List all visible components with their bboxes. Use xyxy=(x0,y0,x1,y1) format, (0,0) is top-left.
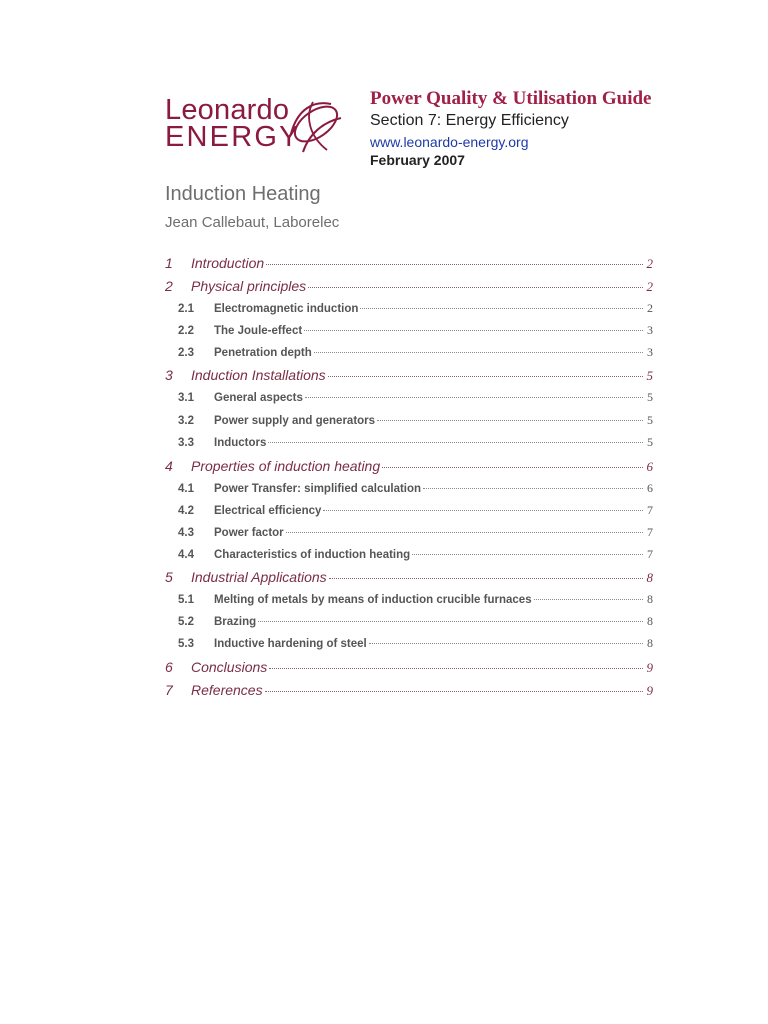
toc-dot-leader xyxy=(304,330,643,331)
toc-entry-page: 6 xyxy=(647,481,653,495)
toc-entry-label[interactable]: Inductors xyxy=(214,437,267,449)
toc-entry[interactable] xyxy=(165,481,653,496)
toc-entry-page: 5 xyxy=(647,435,653,449)
logo-text-leonardo: Leonardo xyxy=(165,94,290,126)
toc-dot-leader xyxy=(534,599,643,600)
toc-entry[interactable] xyxy=(165,547,653,562)
toc-entry-label[interactable]: Conclusions xyxy=(191,659,268,675)
toc-entry[interactable] xyxy=(165,345,653,360)
toc-entry-number: 2.2 xyxy=(178,325,194,337)
toc-dot-leader xyxy=(377,420,643,421)
toc-entry-number: 3.3 xyxy=(178,437,194,449)
toc-entry[interactable] xyxy=(165,301,653,316)
toc-entry-number: 2.3 xyxy=(178,347,194,359)
toc-entry-label[interactable]: Characteristics of induction heating xyxy=(214,549,411,561)
toc-entry-label[interactable]: References xyxy=(191,682,263,698)
toc-entry-page: 8 xyxy=(647,592,653,606)
toc-dot-leader xyxy=(328,376,643,377)
toc-entry[interactable] xyxy=(165,367,653,384)
toc-entry-page: 6 xyxy=(646,459,653,474)
toc-dot-leader xyxy=(360,308,643,309)
toc-dot-leader xyxy=(265,691,643,692)
toc-entry-number: 3.1 xyxy=(178,392,194,404)
toc-entry[interactable] xyxy=(165,435,653,450)
toc-dot-leader xyxy=(382,467,643,468)
toc-dot-leader xyxy=(308,287,643,288)
toc-dot-leader xyxy=(323,510,643,511)
swirl-logo-icon xyxy=(283,94,349,158)
guide-title: Power Quality & Utilisation Guide xyxy=(370,88,652,109)
toc-entry-label[interactable]: Melting of metals by means of induction crucible furnaces xyxy=(214,594,532,606)
toc-entry-page: 2 xyxy=(646,256,653,271)
toc-entry-page: 2 xyxy=(647,301,653,315)
toc-entry[interactable] xyxy=(165,569,653,586)
toc-entry-number: 5.2 xyxy=(178,616,194,628)
toc-entry-page: 7 xyxy=(647,547,653,561)
toc-entry-label[interactable]: The Joule-effect xyxy=(214,325,303,337)
publication-date: February 2007 xyxy=(370,152,465,168)
toc-entry-number: 4.4 xyxy=(178,549,194,561)
toc-entry-label[interactable]: Inductive hardening of steel xyxy=(214,638,367,650)
toc-dot-leader xyxy=(305,397,643,398)
toc-entry-label[interactable]: Electromagnetic induction xyxy=(214,303,359,315)
toc-entry-number: 2 xyxy=(165,278,173,294)
toc-entry-page: 3 xyxy=(647,345,653,359)
toc-entry-label[interactable]: Introduction xyxy=(191,255,265,271)
toc-entry-label[interactable]: Properties of induction heating xyxy=(191,458,381,474)
toc-entry-page: 5 xyxy=(647,413,653,427)
toc-entry-number: 4.1 xyxy=(178,483,194,495)
leonardo-energy-logo xyxy=(165,92,355,158)
toc-entry[interactable] xyxy=(165,278,653,295)
toc-entry-number: 6 xyxy=(165,659,173,675)
toc-entry-number: 5.3 xyxy=(178,638,194,650)
toc-entry[interactable] xyxy=(165,390,653,405)
document-author: Jean Callebaut, Laborelec xyxy=(165,214,340,231)
toc-entry[interactable] xyxy=(165,592,653,607)
toc-entry-number: 4.2 xyxy=(178,505,194,517)
toc-entry-number: 1 xyxy=(165,255,173,271)
toc-dot-leader xyxy=(286,532,643,533)
toc-entry-label[interactable]: Power supply and generators xyxy=(214,415,376,427)
toc-dot-leader xyxy=(423,488,643,489)
toc-dot-leader xyxy=(412,554,643,555)
toc-entry-page: 8 xyxy=(646,570,653,585)
toc-entry[interactable] xyxy=(165,682,653,699)
toc-entry-page: 9 xyxy=(646,683,653,698)
toc-entry-label[interactable]: Induction Installations xyxy=(191,367,326,383)
toc-entry-page: 8 xyxy=(647,636,653,650)
document-title: Induction Heating xyxy=(165,183,321,205)
toc-entry[interactable] xyxy=(165,525,653,540)
toc-entry-number: 3 xyxy=(165,367,173,383)
website-link[interactable]: www.leonardo-energy.org xyxy=(370,134,529,150)
toc-dot-leader xyxy=(268,442,643,443)
toc-entry-label[interactable]: Penetration depth xyxy=(214,347,312,359)
toc-entry[interactable] xyxy=(165,255,653,272)
toc-entry-page: 7 xyxy=(647,503,653,517)
toc-entry-page: 9 xyxy=(646,660,653,675)
toc-entry-number: 5 xyxy=(165,569,173,585)
toc-dot-leader xyxy=(258,621,643,622)
toc-entry-number: 4.3 xyxy=(178,527,194,539)
toc-entry-label[interactable]: Physical principles xyxy=(191,278,307,294)
toc-dot-leader xyxy=(329,578,643,579)
toc-entry-label[interactable]: Industrial Applications xyxy=(191,569,327,585)
toc-entry-page: 7 xyxy=(647,525,653,539)
toc-entry-label[interactable]: General aspects xyxy=(214,392,303,404)
section-title: Section 7: Energy Efficiency xyxy=(370,112,569,129)
toc-entry-page: 2 xyxy=(646,279,653,294)
toc-entry-page: 3 xyxy=(647,323,653,337)
toc-entry-page: 5 xyxy=(646,368,653,383)
toc-entry[interactable] xyxy=(165,413,653,428)
toc-entry[interactable] xyxy=(165,503,653,518)
toc-entry[interactable] xyxy=(165,323,653,338)
toc-entry-label[interactable]: Power Transfer: simplified calculation xyxy=(214,483,422,495)
toc-entry-number: 7 xyxy=(165,682,173,698)
logo-text-energy: ENERGY xyxy=(165,121,301,153)
toc-entry-page: 8 xyxy=(647,614,653,628)
toc-entry[interactable] xyxy=(165,458,653,475)
toc-entry[interactable] xyxy=(165,614,653,629)
toc-entry-label[interactable]: Electrical efficiency xyxy=(214,505,322,517)
toc-entry[interactable] xyxy=(165,636,653,651)
toc-dot-leader xyxy=(269,668,643,669)
toc-entry-label[interactable]: Brazing xyxy=(214,616,257,628)
toc-dot-leader xyxy=(314,352,643,353)
toc-entry-label[interactable]: Power factor xyxy=(214,527,284,539)
toc-entry-number: 2.1 xyxy=(178,303,194,315)
toc-entry-number: 5.1 xyxy=(178,594,194,606)
toc-entry-page: 5 xyxy=(647,390,653,404)
toc-dot-leader xyxy=(266,264,643,265)
toc-entry[interactable] xyxy=(165,659,653,676)
toc-entry-number: 3.2 xyxy=(178,415,194,427)
toc-dot-leader xyxy=(369,643,643,644)
document-header xyxy=(370,88,652,168)
toc-entry-number: 4 xyxy=(165,458,173,474)
